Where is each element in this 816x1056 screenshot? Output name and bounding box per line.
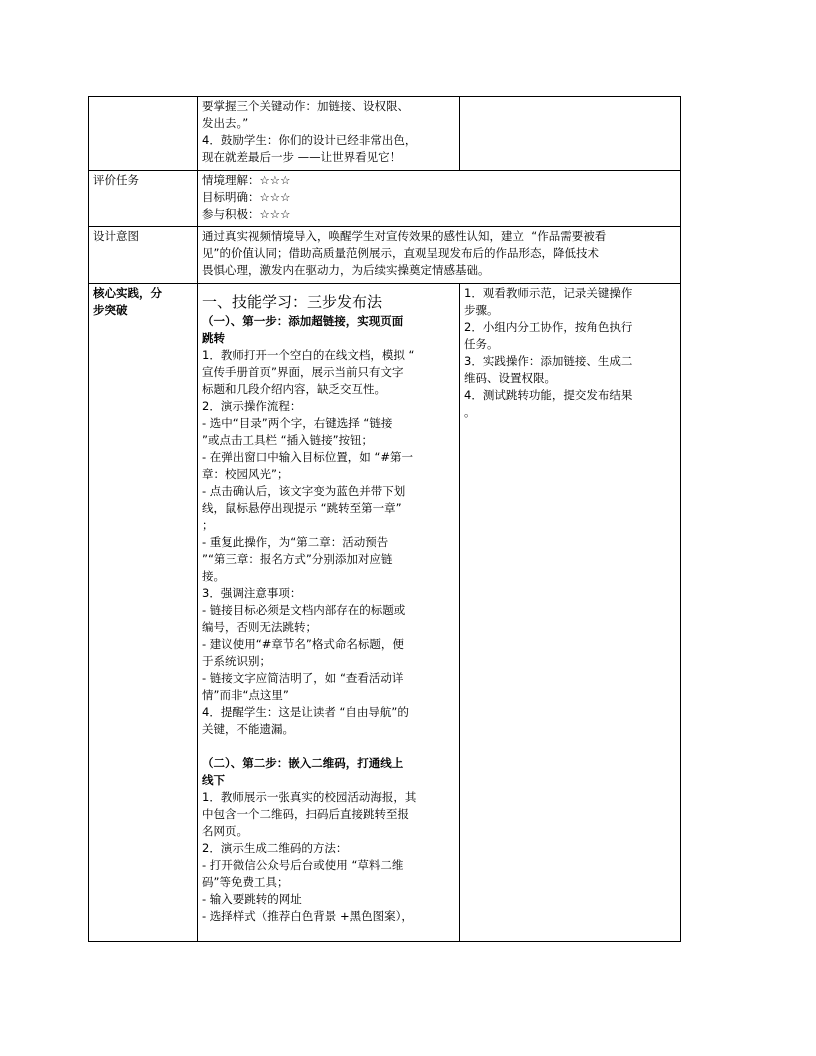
text-line: 1．教师打开一个空白的在线文档，模拟 “ bbox=[202, 348, 415, 362]
text-line: 4．测试跳转功能，提交发布结果 bbox=[464, 388, 633, 402]
text-line: - 在弹出窗口中输入目标位置，如 “#第一 bbox=[202, 450, 414, 464]
text-line: 码”等免费工具； bbox=[202, 875, 289, 889]
label-line: 核心实践，分 bbox=[93, 286, 162, 300]
text-line: 现在就差最后一步 ——让世界看见它！ bbox=[202, 150, 402, 164]
text-line: 2．演示生成二维码的方法： bbox=[202, 841, 348, 855]
evaluation-item: 情境理解：☆☆☆ bbox=[202, 173, 291, 187]
text-line: 情”而非“点这里” bbox=[202, 688, 289, 702]
text-line: 关键，不能遗漏。 bbox=[202, 722, 294, 736]
text-line: - 选中“目录”两个字，右键选择 “链接 bbox=[202, 416, 393, 430]
evaluation-item: 目标明确：☆☆☆ bbox=[202, 190, 291, 204]
text-line: 章：校园风光”； bbox=[202, 467, 289, 481]
text-line: 2．小组内分工协作，按角色执行 bbox=[464, 320, 633, 334]
text-line: 宣传手册首页”界面，展示当前只有文字 bbox=[202, 365, 404, 379]
text-line: 见”的价值认同；借助高质量范例展示，直观呈现发布后的作品形态，降低技术 bbox=[202, 246, 599, 260]
text-line: 畏惧心理，激发内在驱动力，为后续实操奠定情感基础。 bbox=[202, 263, 490, 277]
text-line: - 输入要跳转的网址 bbox=[202, 892, 302, 906]
text-line: - 打开微信公众号后台或使用 “草料二维 bbox=[202, 858, 404, 872]
text-line: - 重复此操作，为“第二章：活动预告 bbox=[202, 535, 389, 549]
text-line: - 建议使用“#章节名”格式命名标题，便 bbox=[202, 637, 404, 651]
text-line: 维码、设置权限。 bbox=[464, 371, 556, 385]
text-line: 中包含一个二维码，扫码后直接跳转至报 bbox=[202, 807, 409, 821]
core-teacher-content bbox=[198, 284, 460, 942]
text-line: - 选择样式（推荐白色背景 +黑色图案）， bbox=[202, 909, 413, 923]
step2-title: （二）、第二步：嵌入二维码，打通线上 bbox=[202, 756, 404, 770]
text-line: ”“第三章：报名方式”分别添加对应链 bbox=[202, 552, 393, 566]
text-line: 任务。 bbox=[464, 337, 499, 351]
text-line: 4．鼓励学生：你们的设计已经非常出色， bbox=[202, 133, 417, 147]
text-line: 标题和几段介绍内容，缺乏交互性。 bbox=[202, 382, 386, 396]
text-line: 1．观看教师示范，记录关键操作 bbox=[464, 286, 633, 300]
text-line: 步骤。 bbox=[464, 303, 499, 317]
row1-label-cell bbox=[89, 97, 198, 171]
evaluation-content bbox=[198, 171, 681, 227]
step2-body bbox=[202, 789, 455, 925]
text-line: 编号，否则无法跳转； bbox=[202, 620, 317, 634]
text-line: ”或点击工具栏 “插入链接”按钮； bbox=[202, 433, 374, 447]
step1-title: （一）、第一步：添加超链接，实现页面 bbox=[202, 314, 404, 328]
row-core-practice bbox=[89, 284, 681, 942]
text-line: 1．教师展示一张真实的校园活动海报，其 bbox=[202, 790, 417, 804]
text-line: 通过真实视频情境导入，唤醒学生对宣传效果的感性认知，建立 “作品需要被看 bbox=[202, 229, 607, 243]
text-line: 3．实践操作：添加链接、生成二 bbox=[464, 354, 633, 368]
lesson-plan-table bbox=[88, 96, 681, 942]
row1-student-cell bbox=[460, 97, 681, 171]
text-line: 线，鼠标悬停出现提示 “跳转至第一章” bbox=[202, 501, 402, 515]
core-practice-label bbox=[89, 284, 198, 942]
text-line: 接。 bbox=[202, 569, 225, 583]
row-evaluation bbox=[89, 171, 681, 227]
text-line: 于系统识别； bbox=[202, 654, 271, 668]
step2-title: 线下 bbox=[202, 773, 225, 787]
design-intent-label: 设计意图 bbox=[89, 227, 198, 284]
text-line: ； bbox=[202, 518, 214, 532]
row1-content-cell bbox=[198, 97, 460, 171]
text-line: - 链接文字应简洁明了，如 “查看活动详 bbox=[202, 671, 404, 685]
row-teacher-activity bbox=[89, 97, 681, 171]
text-line: 4．提醒学生：这是让读者 “自由导航”的 bbox=[202, 705, 409, 719]
evaluation-label: 评价任务 bbox=[89, 171, 198, 227]
text-line: 名网页。 bbox=[202, 824, 248, 838]
text-line: 3．强调注意事项： bbox=[202, 586, 302, 600]
step1-title: 跳转 bbox=[202, 331, 225, 345]
text-line: - 点击确认后，该文字变为蓝色并带下划 bbox=[202, 484, 406, 498]
label-line: 步突破 bbox=[93, 303, 128, 317]
text-line: 。 bbox=[464, 405, 476, 419]
text-line: - 链接目标必须是文档内部存在的标题或 bbox=[202, 603, 406, 617]
text-line: 发出去。” bbox=[202, 116, 249, 130]
spacer bbox=[202, 738, 455, 755]
text-line: 要掌握三个关键动作：加链接、设权限、 bbox=[202, 99, 409, 113]
row-design-intent bbox=[89, 227, 681, 284]
core-student-content bbox=[460, 284, 681, 942]
design-intent-content bbox=[198, 227, 681, 284]
section-heading: 一、技能学习：三步发布法 bbox=[202, 293, 383, 311]
step1-body bbox=[202, 347, 455, 738]
text-line: 2．演示操作流程： bbox=[202, 399, 302, 413]
evaluation-item: 参与积极：☆☆☆ bbox=[202, 207, 291, 221]
